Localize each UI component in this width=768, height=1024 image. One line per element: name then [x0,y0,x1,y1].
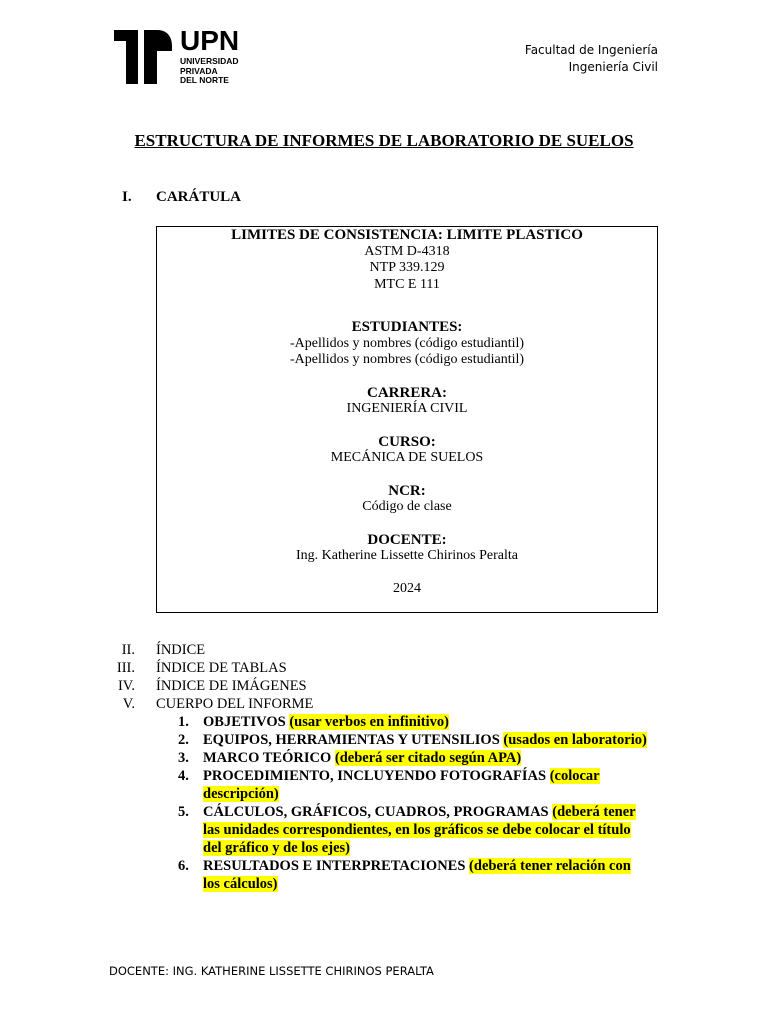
students-label: ESTUDIANTES: [351,319,463,335]
standard-item: NTP 339.129 [369,260,445,275]
section-caratula-heading [122,189,241,206]
page-footer: DOCENTE: ING. KATHERINE LISSETTE CHIRINOS PERALTA [109,964,434,978]
course-value: MECÁNICA DE SUELOS [330,450,484,465]
toc-label: ÍNDICE [156,642,206,658]
list-item [108,695,313,713]
item-text: RESULTADOS E INTERPRETACIONES [203,858,470,874]
toc-list [108,641,313,713]
list-item [178,767,648,803]
item-number: 2. [178,732,189,748]
item-note: (deberá ser citado según APA) [334,750,522,766]
ncr-value: Código de clase [362,499,452,514]
logo-line: DEL NORTE [180,75,229,85]
ncr-label: NCR: [388,482,426,499]
upn-logo [112,26,262,88]
item-note: (usados en laboratorio) [503,732,647,748]
list-item [178,713,648,731]
list-item [108,659,313,677]
toc-number: IV. [117,678,135,694]
item-text: PROCEDIMIENTO, INCLUYENDO FOTOGRAFÍAS [203,768,550,784]
career-value: INGENIERÍA CIVIL [346,401,468,416]
upn-logo-mark-icon [112,26,174,86]
list-item [178,803,648,857]
course-label: CURSO: [378,433,436,450]
toc-label: ÍNDICE DE IMÁGENES [156,678,307,694]
cover-page-box [156,226,658,613]
item-number: 3. [178,750,189,766]
report-body-list [178,713,648,893]
item-text: EQUIPOS, HERRAMIENTAS Y UTENSILIOS [203,732,504,748]
toc-number: III. [116,660,135,676]
program-name: Ingeniería Civil [568,60,658,74]
toc-label: CUERPO DEL INFORME [156,696,314,712]
item-number: 1. [178,714,189,730]
student-item: -Apellidos y nombres (código estudiantil) [289,352,525,367]
logo-line: PRIVADA [180,65,218,76]
item-text: OBJETIVOS [203,714,290,730]
toc-label: ÍNDICE DE TABLAS [156,660,287,676]
list-item [178,749,648,767]
toc-number: II. [121,642,135,658]
item-number: 6. [178,858,189,874]
student-item: -Apellidos y nombres (código estudiantil) [289,335,525,351]
teacher-label: DOCENTE: [367,531,447,548]
list-item [108,641,313,659]
toc-number: V. [122,696,135,712]
test-title: LIMITES DE CONSISTENCIA: LIMITE PLASTICO [231,227,583,243]
career-label: CARRERA: [367,384,447,401]
item-note: (deberá tener relación con los cálculos) [203,858,631,892]
logo-subtitle [180,57,270,86]
item-note: (usar verbos en infinitivo) [289,714,449,730]
header-info [525,42,658,76]
item-note: (colocar descripción) [203,768,600,802]
list-item [108,677,313,695]
item-note: (deberá tener las unidades correspondientes, en los gráficos se debe colocar el título del gráfico y de los ejes) [203,804,636,856]
section-number: I. [122,189,132,205]
item-text: CÁLCULOS, GRÁFICOS, CUADROS, PROGRAMAS [203,804,553,820]
logo-brand: UPN [180,25,240,56]
item-number: 4. [178,768,189,784]
section-label: CARÁTULA [156,189,242,205]
logo-line: UNIVERSIDAD [180,56,239,66]
document-title: ESTRUCTURA DE INFORMES DE LABORATORIO DE SUELOS [134,131,634,150]
standard-item: MTC E 111 [374,276,440,292]
item-text: MARCO TEÓRICO [203,750,335,766]
list-item [178,731,648,749]
year-value: 2024 [393,580,421,596]
list-item [178,857,648,893]
item-number: 5. [178,804,189,820]
faculty-name: Facultad de Ingeniería [524,43,658,57]
standard-item: ASTM D-4318 [364,243,450,259]
teacher-value: Ing. Katherine Lissette Chirinos Peralta [296,548,518,563]
